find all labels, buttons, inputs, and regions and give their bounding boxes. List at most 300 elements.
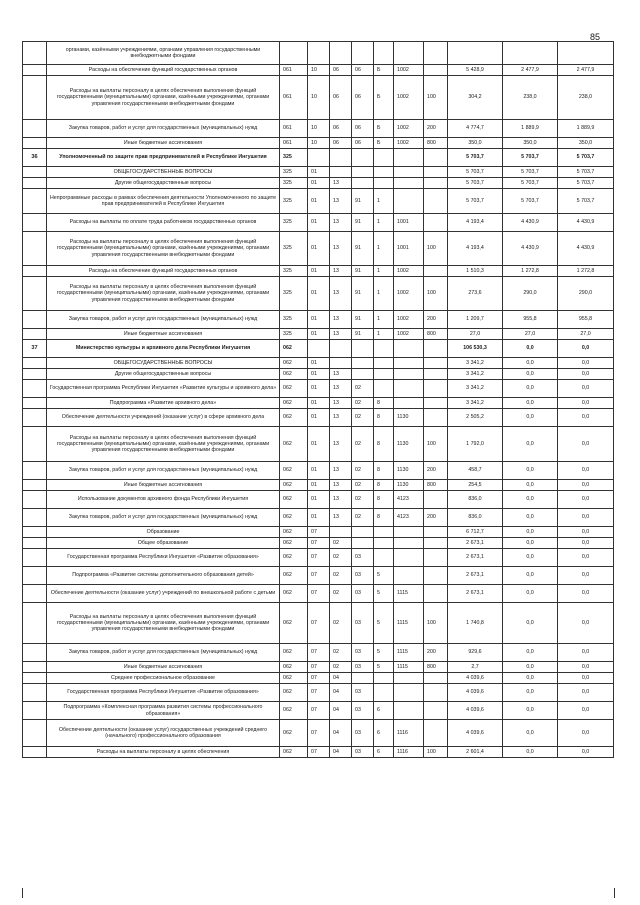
col-subprogram [374, 538, 394, 549]
col-subprogram: 6 [374, 720, 394, 747]
col-subprogram: 5 [374, 662, 394, 673]
col-sum-year1: 254,5 [448, 480, 503, 491]
col-sum-year1: 4 039,6 [448, 673, 503, 684]
col-admin: 062 [280, 567, 308, 585]
col-direction [394, 380, 424, 398]
col-sum-year3 [558, 42, 614, 65]
col-expense-type [424, 369, 448, 380]
col-subsection: 02 [330, 603, 352, 644]
row-name: Закупка товаров, работ и услуг для государственных (муниципальных) нужд [47, 311, 280, 329]
col-sum-year2: 0,0 [503, 340, 558, 358]
col-sum-year2 [503, 42, 558, 65]
row-number [23, 65, 47, 76]
col-sum-year1: 458,7 [448, 462, 503, 480]
col-sum-year1: 304,2 [448, 76, 503, 120]
col-subprogram: 1 [374, 266, 394, 277]
row-number [23, 603, 47, 644]
col-sum-year3: 4 430,9 [558, 232, 614, 266]
col-program [352, 149, 374, 167]
col-sum-year2: 0,0 [503, 509, 558, 527]
col-sum-year3: 290,0 [558, 277, 614, 311]
table-row [23, 149, 614, 167]
col-subprogram: 1 [374, 329, 394, 340]
col-direction: 1116 [394, 720, 424, 747]
row-number [23, 358, 47, 369]
row-name: Государственная программа Республики Ингушетия «Развитие образования» [47, 549, 280, 567]
col-subprogram: Б [374, 65, 394, 76]
table-row [23, 684, 614, 702]
col-expense-type [424, 358, 448, 369]
col-program: 03 [352, 702, 374, 720]
col-sum-year1: 4 039,6 [448, 720, 503, 747]
col-subsection: 13 [330, 214, 352, 232]
col-subprogram [374, 684, 394, 702]
col-expense-type: 800 [424, 662, 448, 673]
col-sum-year3: 0,0 [558, 538, 614, 549]
table-row [23, 189, 614, 214]
col-sum-year3: 5 703,7 [558, 167, 614, 178]
col-subsection: 04 [330, 702, 352, 720]
col-sum-year3: 0,0 [558, 491, 614, 509]
col-subprogram: 8 [374, 509, 394, 527]
row-name: органами, казёнными учреждениями, органами управления государственными внебюджетными фондами [47, 42, 280, 65]
row-name: ОБЩЕГОСУДАРСТВЕННЫЕ ВОПРОСЫ [47, 358, 280, 369]
col-section: 01 [308, 214, 330, 232]
col-sum-year2: 0,0 [503, 462, 558, 480]
col-sum-year2: 5 703,7 [503, 167, 558, 178]
col-sum-year1 [448, 42, 503, 65]
row-number [23, 232, 47, 266]
row-name: Расходы на выплаты персоналу в целях обеспечения выполнения функций государственными (муниципальными) органами, казёнными учреждениями, органами управления государственными внебюджетными фондами [47, 277, 280, 311]
col-section: 01 [308, 232, 330, 266]
table-row [23, 277, 614, 311]
row-name: Иные бюджетные ассигнования [47, 662, 280, 673]
col-section: 01 [308, 358, 330, 369]
col-subprogram [374, 167, 394, 178]
col-admin: 062 [280, 747, 308, 758]
col-subprogram: 1 [374, 214, 394, 232]
col-sum-year2: 0,0 [503, 747, 558, 758]
col-program: 03 [352, 549, 374, 567]
col-direction: 1002 [394, 65, 424, 76]
col-subprogram: Б [374, 76, 394, 120]
col-admin: 062 [280, 427, 308, 462]
col-expense-type: 800 [424, 329, 448, 340]
col-expense-type [424, 178, 448, 189]
col-subprogram: 6 [374, 702, 394, 720]
col-expense-type [424, 42, 448, 65]
col-expense-type: 200 [424, 311, 448, 329]
col-section [308, 42, 330, 65]
row-number [23, 684, 47, 702]
row-number [23, 427, 47, 462]
col-direction: 1116 [394, 747, 424, 758]
col-expense-type [424, 149, 448, 167]
col-sum-year3: 0,0 [558, 747, 614, 758]
col-direction: 1002 [394, 329, 424, 340]
col-sum-year3: 0,0 [558, 398, 614, 409]
row-number [23, 527, 47, 538]
col-admin: 062 [280, 491, 308, 509]
col-subsection: 04 [330, 747, 352, 758]
col-admin: 325 [280, 266, 308, 277]
col-expense-type: 100 [424, 232, 448, 266]
col-expense-type [424, 567, 448, 585]
row-name: Подпрограмма «Развитие системы дополнительного образования детей» [47, 567, 280, 585]
col-program: 02 [352, 491, 374, 509]
row-number [23, 266, 47, 277]
table-row [23, 340, 614, 358]
col-sum-year2: 4 430,9 [503, 214, 558, 232]
col-program: 03 [352, 720, 374, 747]
col-sum-year1: 836,0 [448, 509, 503, 527]
col-program [352, 340, 374, 358]
row-number [23, 214, 47, 232]
col-sum-year3: 0,0 [558, 427, 614, 462]
col-subsection: 13 [330, 491, 352, 509]
col-sum-year2: 0,0 [503, 549, 558, 567]
col-subprogram: 8 [374, 398, 394, 409]
col-subprogram: Б [374, 138, 394, 149]
col-expense-type [424, 527, 448, 538]
table-row [23, 120, 614, 138]
col-admin: 062 [280, 644, 308, 662]
col-program: 03 [352, 662, 374, 673]
col-sum-year2: 0,0 [503, 380, 558, 398]
col-program: 03 [352, 585, 374, 603]
col-direction [394, 358, 424, 369]
col-sum-year3: 27,0 [558, 329, 614, 340]
row-number [23, 585, 47, 603]
col-sum-year1: 5 703,7 [448, 189, 503, 214]
col-sum-year2: 0,0 [503, 644, 558, 662]
col-admin: 062 [280, 603, 308, 644]
col-expense-type [424, 673, 448, 684]
col-sum-year3: 5 703,7 [558, 178, 614, 189]
col-sum-year1: 5 703,7 [448, 149, 503, 167]
row-number [23, 509, 47, 527]
col-section: 01 [308, 509, 330, 527]
col-sum-year1: 1 740,8 [448, 603, 503, 644]
budget-table [22, 41, 614, 758]
col-admin: 062 [280, 549, 308, 567]
col-subsection: 02 [330, 662, 352, 673]
col-subsection: 04 [330, 673, 352, 684]
col-subsection: 13 [330, 462, 352, 480]
col-subsection [330, 149, 352, 167]
col-sum-year2: 290,0 [503, 277, 558, 311]
col-sum-year3: 0,0 [558, 585, 614, 603]
col-expense-type: 800 [424, 480, 448, 491]
col-direction: 1001 [394, 214, 424, 232]
col-subsection: 02 [330, 549, 352, 567]
col-sum-year2: 0,0 [503, 369, 558, 380]
col-expense-type [424, 189, 448, 214]
col-direction [394, 702, 424, 720]
row-name: Расходы на выплаты персоналу в целях обеспечения выполнения функций государственными (муниципальными) органами, казёнными учреждениями, органами управления государственными внебюджетными фондами [47, 232, 280, 266]
col-sum-year3: 0,0 [558, 358, 614, 369]
col-expense-type [424, 409, 448, 427]
col-program: 03 [352, 567, 374, 585]
col-subsection: 02 [330, 567, 352, 585]
col-program: 02 [352, 380, 374, 398]
col-subprogram: 8 [374, 491, 394, 509]
col-expense-type: 100 [424, 76, 448, 120]
col-subprogram [374, 549, 394, 567]
col-program: 06 [352, 120, 374, 138]
col-subprogram: 1 [374, 189, 394, 214]
col-program: 91 [352, 329, 374, 340]
row-number: 37 [23, 340, 47, 358]
col-admin: 061 [280, 76, 308, 120]
col-section: 01 [308, 369, 330, 380]
table-row [23, 358, 614, 369]
table-row [23, 398, 614, 409]
col-sum-year1: 2 505,2 [448, 409, 503, 427]
col-expense-type [424, 538, 448, 549]
col-subsection: 06 [330, 76, 352, 120]
row-name: Иные бюджетные ассигнования [47, 138, 280, 149]
col-sum-year1: 1 510,3 [448, 266, 503, 277]
col-sum-year3: 1 889,9 [558, 120, 614, 138]
col-admin: 062 [280, 673, 308, 684]
col-section: 01 [308, 167, 330, 178]
row-name: Использование документов архивного фонда Республики Ингушетия [47, 491, 280, 509]
col-sum-year3: 0,0 [558, 462, 614, 480]
col-section: 07 [308, 585, 330, 603]
col-subsection: 13 [330, 369, 352, 380]
col-expense-type: 200 [424, 509, 448, 527]
col-sum-year1: 2 673,1 [448, 549, 503, 567]
col-section: 01 [308, 266, 330, 277]
row-name: Расходы на выплаты по оплате труда работников государственных органов [47, 214, 280, 232]
col-expense-type [424, 491, 448, 509]
table-row [23, 644, 614, 662]
col-section: 01 [308, 398, 330, 409]
col-program [352, 527, 374, 538]
row-name: Подпрограмма «Комплексная программа развития системы профессионального образования» [47, 702, 280, 720]
col-sum-year2: 0,0 [503, 398, 558, 409]
col-subprogram [374, 42, 394, 65]
col-program: 02 [352, 480, 374, 491]
col-subsection: 04 [330, 720, 352, 747]
table-body [23, 42, 614, 758]
col-admin: 325 [280, 329, 308, 340]
row-number [23, 138, 47, 149]
col-section: 10 [308, 65, 330, 76]
col-section [308, 149, 330, 167]
col-direction: 1130 [394, 480, 424, 491]
col-direction: 1002 [394, 120, 424, 138]
col-section: 07 [308, 747, 330, 758]
col-sum-year2: 5 703,7 [503, 178, 558, 189]
col-program [352, 673, 374, 684]
row-name: Иные бюджетные ассигнования [47, 480, 280, 491]
col-sum-year2: 0,0 [503, 702, 558, 720]
col-sum-year2: 0,0 [503, 538, 558, 549]
col-subprogram [374, 369, 394, 380]
col-subsection [330, 358, 352, 369]
col-direction: 1115 [394, 662, 424, 673]
col-subsection: 13 [330, 509, 352, 527]
col-sum-year3: 0,0 [558, 684, 614, 702]
col-program: 06 [352, 138, 374, 149]
table-row [23, 549, 614, 567]
col-admin: 062 [280, 538, 308, 549]
col-section: 07 [308, 549, 330, 567]
row-name: Государственная программа Республики Ингушетия «Развитие образования» [47, 684, 280, 702]
col-subsection: 02 [330, 644, 352, 662]
col-subprogram: 1 [374, 277, 394, 311]
col-subsection: 13 [330, 329, 352, 340]
col-expense-type [424, 214, 448, 232]
col-sum-year2: 0,0 [503, 603, 558, 644]
col-direction: 4123 [394, 509, 424, 527]
table-row [23, 702, 614, 720]
col-admin: 325 [280, 167, 308, 178]
col-program: 03 [352, 747, 374, 758]
col-admin: 062 [280, 380, 308, 398]
table-row [23, 747, 614, 758]
col-subprogram [374, 380, 394, 398]
col-subprogram: 5 [374, 567, 394, 585]
row-number [23, 644, 47, 662]
col-subprogram [374, 178, 394, 189]
col-subprogram [374, 358, 394, 369]
col-expense-type [424, 702, 448, 720]
table-row [23, 311, 614, 329]
col-admin: 062 [280, 340, 308, 358]
col-sum-year2: 238,0 [503, 76, 558, 120]
col-sum-year3: 0,0 [558, 527, 614, 538]
col-direction: 1115 [394, 585, 424, 603]
col-direction: 1130 [394, 409, 424, 427]
table-row [23, 491, 614, 509]
col-program: 06 [352, 65, 374, 76]
col-direction [394, 527, 424, 538]
col-section: 01 [308, 427, 330, 462]
col-sum-year1: 2 601,4 [448, 747, 503, 758]
table-row [23, 462, 614, 480]
col-sum-year2: 0,0 [503, 409, 558, 427]
table-row [23, 480, 614, 491]
col-program: 91 [352, 266, 374, 277]
col-subsection: 06 [330, 138, 352, 149]
col-expense-type: 200 [424, 120, 448, 138]
col-expense-type: 200 [424, 644, 448, 662]
table-row [23, 167, 614, 178]
col-subsection [330, 527, 352, 538]
row-name: Другие общегосударственные вопросы [47, 178, 280, 189]
table-row [23, 329, 614, 340]
col-subprogram: 1 [374, 232, 394, 266]
col-sum-year2: 1 272,8 [503, 266, 558, 277]
col-sum-year3: 0,0 [558, 509, 614, 527]
col-sum-year2: 0,0 [503, 527, 558, 538]
col-subprogram [374, 340, 394, 358]
col-subprogram: 1 [374, 311, 394, 329]
col-sum-year3: 2 477,9 [558, 65, 614, 76]
col-sum-year3: 0,0 [558, 549, 614, 567]
table-row [23, 369, 614, 380]
col-subsection [330, 167, 352, 178]
row-number [23, 329, 47, 340]
table-row [23, 673, 614, 684]
col-sum-year3: 0,0 [558, 662, 614, 673]
col-admin: 061 [280, 120, 308, 138]
col-program: 03 [352, 603, 374, 644]
col-admin: 062 [280, 720, 308, 747]
row-name: Закупка товаров, работ и услуг для государственных (муниципальных) нужд [47, 120, 280, 138]
table-row [23, 662, 614, 673]
row-number [23, 120, 47, 138]
col-admin: 061 [280, 138, 308, 149]
col-admin: 062 [280, 702, 308, 720]
row-number [23, 538, 47, 549]
row-name: Расходы на выплаты персоналу в целях обеспечения [47, 747, 280, 758]
row-number [23, 409, 47, 427]
col-sum-year1: 2 673,1 [448, 585, 503, 603]
page-number: 85 [590, 32, 601, 42]
col-sum-year2: 0,0 [503, 662, 558, 673]
col-sum-year1: 3 341,2 [448, 369, 503, 380]
col-sum-year1: 1 792,0 [448, 427, 503, 462]
col-subprogram: Б [374, 120, 394, 138]
col-section: 07 [308, 673, 330, 684]
table-row [23, 427, 614, 462]
col-sum-year3: 0,0 [558, 380, 614, 398]
col-admin: 062 [280, 662, 308, 673]
col-sum-year3: 0,0 [558, 480, 614, 491]
col-sum-year1: 2 673,1 [448, 567, 503, 585]
col-sum-year3: 238,0 [558, 76, 614, 120]
col-sum-year3: 0,0 [558, 340, 614, 358]
row-number [23, 702, 47, 720]
col-subsection: 02 [330, 585, 352, 603]
col-direction [394, 538, 424, 549]
col-sum-year1: 2,7 [448, 662, 503, 673]
row-number [23, 42, 47, 65]
table-row [23, 527, 614, 538]
col-direction: 1002 [394, 76, 424, 120]
col-sum-year1: 3 341,2 [448, 380, 503, 398]
col-subprogram [374, 673, 394, 684]
col-sum-year2: 350,0 [503, 138, 558, 149]
row-number [23, 76, 47, 120]
col-program [352, 42, 374, 65]
col-direction [394, 549, 424, 567]
row-number [23, 747, 47, 758]
row-name: Расходы на выплаты персоналу в целях обеспечения выполнения функций государственными (муниципальными) органами, казёнными учреждениями, органами управления государственными внебюджетными фондами [47, 427, 280, 462]
row-number [23, 189, 47, 214]
table-continuation [22, 888, 615, 898]
col-sum-year1: 27,0 [448, 329, 503, 340]
col-sum-year2: 5 703,7 [503, 189, 558, 214]
col-direction [394, 167, 424, 178]
col-expense-type: 100 [424, 747, 448, 758]
col-admin: 062 [280, 369, 308, 380]
row-name: Другие общегосударственные вопросы [47, 369, 280, 380]
col-subprogram: 6 [374, 747, 394, 758]
col-sum-year2: 1 889,9 [503, 120, 558, 138]
col-program: 91 [352, 214, 374, 232]
table-row [23, 538, 614, 549]
row-name: ОБЩЕГОСУДАРСТВЕННЫЕ ВОПРОСЫ [47, 167, 280, 178]
col-expense-type [424, 684, 448, 702]
row-number [23, 380, 47, 398]
row-name: Обеспечение деятельности (оказание услуг) государственных учреждений среднего (начального) профессионального образования [47, 720, 280, 747]
col-subsection: 06 [330, 65, 352, 76]
